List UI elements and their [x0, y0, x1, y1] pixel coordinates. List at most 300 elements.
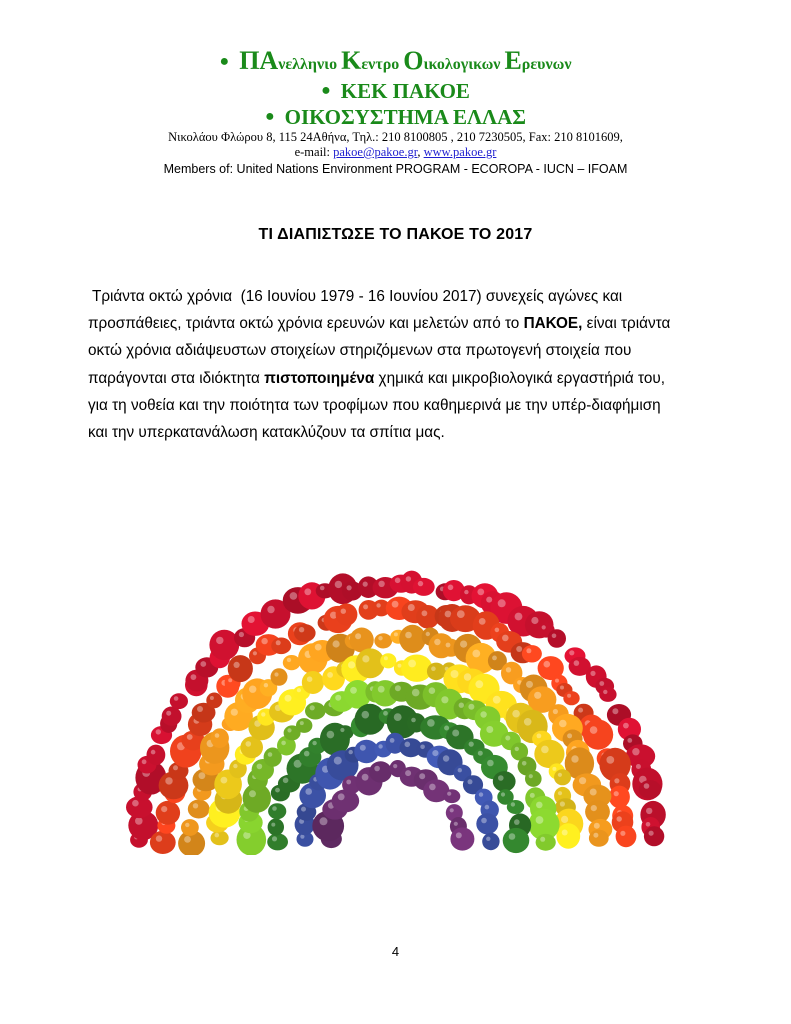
produce-highlight [487, 760, 494, 767]
produce-highlight [485, 805, 490, 810]
produce-highlight [591, 805, 597, 811]
produce-highlight [304, 588, 311, 595]
produce-highlight [498, 599, 506, 607]
produce-highlight [228, 678, 232, 682]
produce-highlight [512, 710, 520, 718]
produce-highlight [447, 792, 451, 796]
produce-item [374, 633, 392, 648]
produce-highlight [197, 706, 203, 712]
produce-highlight [515, 747, 519, 751]
produce-highlight [253, 651, 257, 655]
produce-highlight [215, 733, 220, 738]
ecosystem-name: ΟΙΚΟΣΥΣΤΗΜΑ ΕΛΛΑΣ [284, 105, 526, 129]
produce-highlight [301, 807, 306, 812]
produce-highlight [541, 746, 549, 754]
produce-highlight [249, 790, 256, 797]
produce-highlight [300, 721, 304, 725]
produce-item [639, 780, 662, 799]
produce-highlight [362, 655, 369, 662]
produce-highlight [355, 633, 361, 639]
produce-highlight [264, 683, 268, 687]
produce-highlight [327, 731, 335, 739]
page-number: 4 [391, 944, 400, 959]
produce-highlight [646, 822, 651, 827]
produce-highlight [281, 741, 286, 746]
produce-highlight [246, 741, 252, 747]
produce-item [268, 819, 284, 836]
paragraph-line [88, 310, 718, 337]
produce-item [380, 653, 396, 668]
produce-highlight [283, 778, 289, 784]
produce-highlight [374, 766, 380, 772]
produce-highlight [234, 662, 240, 668]
produce-highlight [408, 660, 416, 668]
produce-highlight [534, 692, 541, 699]
produce-highlight [479, 792, 483, 796]
produce-highlight [506, 667, 511, 672]
org-name-part: Κ [341, 46, 362, 75]
body-paragraph [88, 283, 718, 446]
produce-highlight [184, 836, 191, 843]
org-name-part: εντρο [361, 56, 404, 73]
produce-highlight [627, 738, 632, 743]
produce-highlight [210, 696, 214, 700]
produce-highlight [275, 788, 280, 793]
produce-highlight [221, 777, 228, 784]
produce-highlight [464, 673, 471, 680]
produce-highlight [299, 627, 304, 632]
produce-highlight [562, 830, 568, 836]
produce-highlight [411, 718, 416, 723]
produce-highlight [395, 578, 401, 584]
produce-highlight [486, 597, 492, 603]
org-name-line [0, 48, 791, 78]
produce-highlight [191, 674, 197, 680]
produce-highlight [472, 650, 480, 658]
produce-highlight [422, 610, 428, 616]
produce-item [369, 761, 392, 782]
produce-highlight [574, 660, 580, 666]
produce-highlight [456, 832, 462, 838]
produce-highlight [478, 751, 483, 756]
produce-highlight [360, 745, 366, 751]
produce-highlight [173, 765, 178, 770]
produce-highlight [502, 635, 509, 642]
produce-highlight [132, 800, 139, 807]
paragraph-text: προσπάθειες, τριάντα οκτώ χρόνια ερευνών και μελετών από το [88, 315, 524, 333]
produce-item [305, 702, 326, 719]
produce-item [616, 826, 637, 848]
bullet-icon: ● [265, 108, 275, 125]
produce-highlight [515, 613, 523, 621]
produce-highlight [248, 616, 255, 623]
produce-highlight [451, 670, 459, 678]
produce-highlight [405, 742, 411, 748]
produce-highlight [552, 634, 557, 639]
produce-item [283, 655, 301, 670]
produce-highlight [161, 806, 167, 812]
produce-highlight [560, 801, 565, 806]
produce-highlight [412, 689, 420, 697]
produce-highlight [166, 711, 171, 716]
produce-highlight [567, 733, 572, 738]
produce-highlight [444, 726, 449, 731]
produce-highlight [529, 774, 533, 778]
produce-item [399, 625, 426, 653]
produce-highlight [479, 618, 486, 625]
kek-name: ΚΕΚ ΠΑΚΟΕ [340, 79, 470, 103]
produce-highlight [481, 818, 487, 824]
produce-highlight [505, 736, 510, 741]
produce-highlight [526, 681, 533, 688]
produce-highlight [558, 773, 562, 777]
produce-highlight [174, 696, 179, 701]
produce-highlight [406, 576, 411, 581]
produce-highlight [187, 734, 193, 740]
produce-highlight [267, 606, 274, 613]
produce-item [228, 655, 253, 682]
produce-highlight [457, 610, 465, 618]
produce-highlight [429, 687, 436, 694]
produce-highlight [646, 808, 652, 814]
produce-highlight [460, 641, 467, 648]
produce-highlight [376, 603, 380, 607]
produce-item [162, 707, 182, 726]
produce-highlight [492, 656, 497, 661]
produce-item [503, 828, 530, 853]
produce-highlight [448, 585, 454, 591]
produce-highlight [304, 751, 310, 757]
produce-item [302, 671, 324, 694]
produce-highlight [486, 837, 490, 841]
produce-highlight [307, 676, 313, 682]
produce-highlight [393, 764, 397, 768]
produce-highlight [511, 802, 515, 806]
produce-highlight [405, 770, 411, 776]
produce-highlight [509, 833, 516, 840]
produce-highlight [320, 817, 328, 825]
produce-item [525, 771, 542, 787]
produce-highlight [261, 712, 265, 716]
produce-highlight [522, 761, 527, 766]
produce-highlight [441, 696, 448, 703]
produce-item [507, 800, 524, 814]
produce-highlight [636, 764, 641, 769]
produce-highlight [544, 661, 551, 668]
produce-highlight [454, 822, 458, 826]
link-separator: , [417, 145, 424, 159]
produce-highlight [185, 823, 189, 827]
org-name-part: ικολογικων [423, 56, 505, 73]
bullet-icon: ● [219, 53, 230, 70]
produce-item [583, 720, 613, 750]
produce-highlight [559, 720, 567, 728]
produce-highlight [305, 788, 312, 795]
produce-highlight [274, 672, 278, 676]
produce-highlight [215, 833, 220, 838]
produce-highlight [287, 728, 291, 732]
produce-highlight [418, 581, 423, 586]
produce-item [536, 834, 556, 851]
produce-highlight [530, 793, 535, 798]
produce-highlight [405, 632, 412, 639]
produce-item [476, 813, 498, 834]
produce-highlight [363, 604, 368, 609]
produce-highlight [297, 688, 301, 692]
produce-highlight [475, 680, 483, 688]
produce-highlight [498, 775, 504, 781]
produce-highlight [540, 837, 545, 842]
produce-item [609, 786, 630, 809]
org-name-part: ΠΑ [239, 46, 279, 75]
produce-highlight [268, 752, 273, 757]
produce-item [147, 745, 166, 766]
produce-item [599, 687, 616, 702]
produce-highlight [620, 831, 625, 836]
produce-highlight [558, 791, 562, 795]
produce-item [493, 771, 516, 792]
produce-highlight [340, 728, 344, 732]
produce-highlight [312, 741, 316, 745]
website-link[interactable]: www.pakoe.gr [423, 145, 497, 159]
contact-links [0, 145, 791, 160]
produce-highlight [427, 719, 435, 727]
produce-highlight [362, 774, 369, 781]
paragraph-text: Τριάντα οκτώ χρόνια (16 Ιουνίου 1979 - 16 Ιουνίου 2017) συνεχείς αγώνες και [88, 288, 623, 305]
produce-item [206, 693, 222, 709]
produce-highlight [468, 704, 474, 710]
paragraph-text: χημικά και μικροβιολογικά εργαστήριά του, [374, 369, 665, 387]
org-name-part: νελληνιο [278, 56, 342, 73]
produce-highlight [612, 708, 618, 714]
produce-highlight [614, 791, 619, 796]
produce-highlight [495, 628, 500, 633]
produce-highlight [272, 836, 277, 841]
produce-highlight [378, 744, 382, 748]
email-label: e-mail: [294, 145, 334, 159]
paragraph-line [88, 365, 718, 392]
emphasis-text: ΠΑΚΟΕ, [523, 315, 583, 333]
produce-highlight [271, 823, 275, 827]
paragraph-line [88, 337, 718, 364]
produce-item [336, 603, 358, 625]
produce-highlight [617, 816, 622, 821]
produce-highlight [315, 644, 322, 651]
produce-highlight [443, 755, 449, 761]
produce-highlight [431, 666, 436, 671]
produce-highlight [526, 648, 531, 653]
produce-highlight [334, 757, 342, 765]
produce-highlight [395, 685, 401, 691]
produce-highlight [349, 750, 353, 754]
produce-highlight [649, 831, 654, 836]
produce-highlight [614, 778, 619, 783]
produce-highlight [590, 671, 595, 676]
produce-highlight [394, 632, 398, 636]
emphasis-text: πιστοποιημένα [264, 369, 375, 387]
address: Νικολάου Φλώρου 8, 115 24Αθήνα, Τηλ.: 210 8100805 , 210 7230505, Fax: 210 8101609, [168, 130, 623, 144]
produce-item [589, 830, 609, 847]
produce-highlight [469, 742, 474, 747]
produce-highlight [135, 817, 143, 825]
produce-highlight [590, 726, 598, 734]
produce-highlight [341, 609, 346, 614]
produce-highlight [362, 711, 370, 719]
paragraph-text: και την υπερκατανάλωση κατακλύζουν τα σπίτια μας. [88, 424, 445, 442]
paragraph-text: οκτώ χρόνια αδιάψευστων στοιχείων στηριζόμενων στα πρωτογενή στοιχεία που [88, 342, 632, 360]
org-name [239, 46, 572, 75]
produce-highlight [459, 703, 464, 708]
produce-highlight [593, 833, 598, 838]
produce-highlight [394, 713, 402, 721]
produce-highlight [569, 650, 574, 655]
produce-item [554, 769, 571, 785]
produce-highlight [429, 784, 436, 791]
produce-highlight [623, 723, 629, 729]
produce-highlight [555, 679, 559, 683]
produce-highlight [434, 639, 440, 645]
produce-highlight [477, 589, 484, 596]
produce-highlight [347, 585, 352, 590]
memberships: Members of: United Nations Environment PROGRAM - ECOROPA - IUCN – IFOAM [163, 162, 628, 176]
produce-highlight [338, 793, 345, 800]
produce-highlight [464, 590, 468, 594]
produce-item [211, 831, 229, 846]
produce-item [450, 827, 474, 850]
produce-item [548, 629, 566, 648]
produce-highlight [335, 695, 341, 701]
produce-highlight [552, 767, 556, 771]
page-title: ΤΙ ΔΙΑΠΙΣΤΩΣΕ ΤΟ ΠΑΚΟΕ ΤΟ 2017 [258, 226, 533, 243]
produce-highlight [606, 756, 614, 764]
produce-item [188, 800, 210, 819]
produce-highlight [452, 730, 459, 737]
produce-highlight [536, 802, 543, 809]
produce-highlight [560, 686, 564, 690]
produce-highlight [335, 581, 342, 588]
produce-highlight [644, 783, 650, 789]
produce-item [522, 645, 542, 662]
produce-highlight [501, 792, 505, 796]
produce-highlight [348, 661, 355, 668]
produce-highlight [200, 661, 206, 667]
produce-highlight [216, 637, 223, 644]
produce-highlight [493, 696, 501, 704]
produce-highlight [516, 646, 522, 652]
produce-highlight [420, 745, 425, 750]
produce-highlight [458, 768, 462, 772]
produce-highlight [590, 789, 597, 796]
produce-highlight [384, 656, 388, 660]
produce-highlight [233, 764, 237, 768]
produce-highlight [599, 681, 604, 686]
produce-highlight [480, 711, 486, 717]
produce-highlight [346, 780, 351, 785]
produce-item [271, 668, 288, 686]
produce-item [443, 789, 460, 803]
produce-highlight [272, 806, 277, 811]
org-name-part: Ο [403, 46, 424, 75]
produce-highlight [571, 755, 578, 762]
produce-highlight [446, 643, 451, 648]
produce-highlight [165, 777, 172, 784]
produce-highlight [537, 734, 542, 739]
produce-highlight [561, 816, 568, 823]
paragraph-text: παράγονται στα ιδιόκτητα [88, 369, 265, 387]
produce-highlight [320, 586, 325, 591]
produce-item [271, 638, 291, 655]
email-link[interactable]: pakoe@pakoe.gr [333, 145, 418, 159]
produce-highlight [553, 709, 558, 714]
produce-highlight [408, 604, 415, 611]
produce-highlight [524, 718, 532, 726]
produce-highlight [378, 636, 382, 640]
produce-highlight [392, 601, 399, 608]
produce-highlight [327, 672, 333, 678]
paragraph-text: είναι τριάντα [582, 315, 671, 333]
produce-highlight [468, 779, 473, 784]
produce-highlight [333, 640, 340, 647]
org-name-part: ρευνων [521, 56, 572, 73]
produce-highlight [378, 581, 384, 587]
produce-item [563, 691, 579, 705]
produce-item [156, 801, 180, 825]
produce-item [356, 648, 385, 678]
produce-highlight [514, 819, 520, 825]
produce-highlight [193, 803, 198, 808]
letterhead [0, 48, 791, 178]
produce-highlight [632, 748, 639, 755]
produce-highlight [290, 592, 298, 600]
produce-highlight [578, 708, 583, 713]
produce-item [150, 831, 176, 854]
org-name-part: Ε [504, 46, 522, 75]
produce-highlight [231, 709, 238, 716]
produce-item [482, 833, 499, 850]
paragraph-line [88, 419, 718, 446]
produce-highlight [579, 777, 586, 784]
fruit-vegetable-rainbow-image [118, 535, 674, 855]
produce-highlight [239, 632, 244, 637]
produce-highlight [398, 664, 402, 668]
produce-item [534, 740, 564, 768]
produce-highlight [383, 711, 388, 716]
produce-highlight [363, 582, 368, 587]
produce-highlight [536, 816, 544, 824]
produce-highlight [261, 638, 267, 644]
produce-highlight [567, 694, 571, 698]
bullet-icon: ● [321, 82, 331, 99]
kek-line [0, 78, 791, 104]
produce-item [211, 728, 229, 748]
produce-item [170, 693, 188, 709]
produce-highlight [156, 835, 162, 841]
produce-highlight [603, 690, 607, 694]
produce-highlight [450, 808, 454, 812]
produce-highlight [486, 726, 493, 733]
produce-item [644, 826, 664, 846]
produce-item [268, 803, 286, 819]
produce-item [267, 833, 288, 850]
produce-item [296, 718, 312, 733]
produce-highlight [199, 772, 206, 779]
produce-highlight [350, 687, 357, 694]
produce-highlight [531, 617, 538, 624]
produce-highlight [287, 658, 291, 662]
produce-highlight [142, 759, 147, 764]
produce-highlight [594, 823, 600, 829]
produce-item [294, 624, 316, 642]
